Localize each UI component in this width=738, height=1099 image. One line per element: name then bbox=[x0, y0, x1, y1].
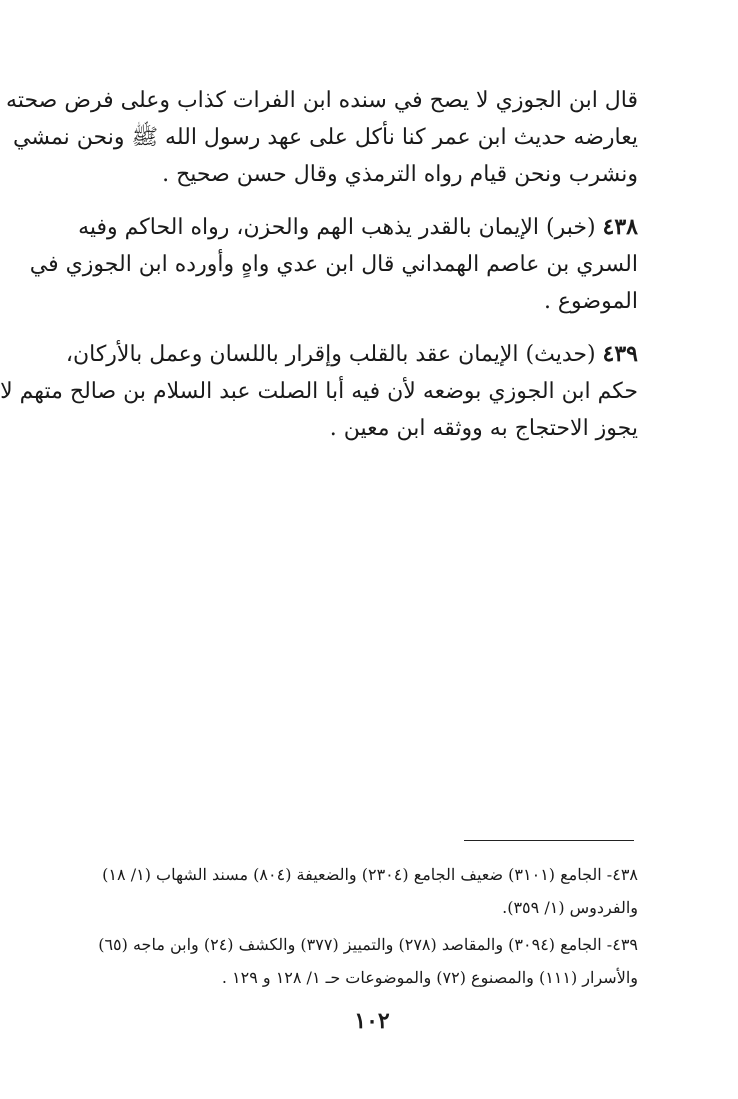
text-line: يعارضه حديث ابن عمر كنا نأكل على عهد رسول الله ﷺ ونحن نمشي bbox=[12, 125, 638, 150]
footnote-439 bbox=[84, 928, 638, 994]
text-line: ونشرب ونحن قيام رواه الترمذي وقال حسن صحيح . bbox=[162, 162, 638, 187]
footnote-line: ٤٣٨- الجامع (٣١٠١) ضعيف الجامع (٢٣٠٤) والضعيفة (٨٠٤) مسند الشهاب (١/ ١٨) bbox=[102, 865, 638, 884]
text-line bbox=[78, 209, 638, 246]
paragraph-continuation bbox=[6, 82, 638, 193]
text-line: حكم ابن الجوزي بوضعه لأن فيه أبا الصلت عبد السلام بن صالح متهم لا bbox=[0, 379, 638, 404]
footnote-divider bbox=[464, 840, 634, 841]
text-line bbox=[65, 336, 638, 373]
entry-number: ٤٣٨ bbox=[602, 214, 638, 240]
main-text bbox=[0, 82, 638, 447]
footnotes bbox=[84, 858, 638, 994]
footnote-line: والأسرار (١١١) والمصنوع (٧٢) والموضوعات حـ ١/ ١٢٨ و ١٢٩ . bbox=[221, 968, 638, 987]
entry-number: ٤٣٩ bbox=[602, 341, 638, 367]
entry-438 bbox=[29, 209, 638, 320]
text-line: الموضوع . bbox=[543, 289, 638, 314]
footnote-438 bbox=[84, 858, 638, 924]
entry-439 bbox=[0, 336, 638, 447]
footnote-line: والفردوس (١/ ٣٥٩). bbox=[502, 898, 638, 917]
text-line: قال ابن الجوزي لا يصح في سنده ابن الفرات كذاب وعلى فرض صحته bbox=[6, 88, 638, 113]
entry-text: (حديث) الإيمان عقد بالقلب وإقرار باللسان وعمل بالأركان، bbox=[65, 342, 596, 367]
text-line: السري بن عاصم الهمداني قال ابن عدي واهٍ وأورده ابن الجوزي في bbox=[29, 252, 638, 277]
text-line: يجوز الاحتجاج به ووثقه ابن معين . bbox=[329, 416, 638, 441]
footnote-line: ٤٣٩- الجامع (٣٠٩٤) والمقاصد (٢٧٨) والتمييز (٣٧٧) والكشف (٢٤) وابن ماجه (٦٥) bbox=[98, 935, 638, 954]
page-number: ١٠٢ bbox=[354, 1008, 390, 1034]
entry-text: (خبر) الإيمان بالقدر يذهب الهم والحزن، رواه الحاكم وفيه bbox=[78, 215, 596, 240]
